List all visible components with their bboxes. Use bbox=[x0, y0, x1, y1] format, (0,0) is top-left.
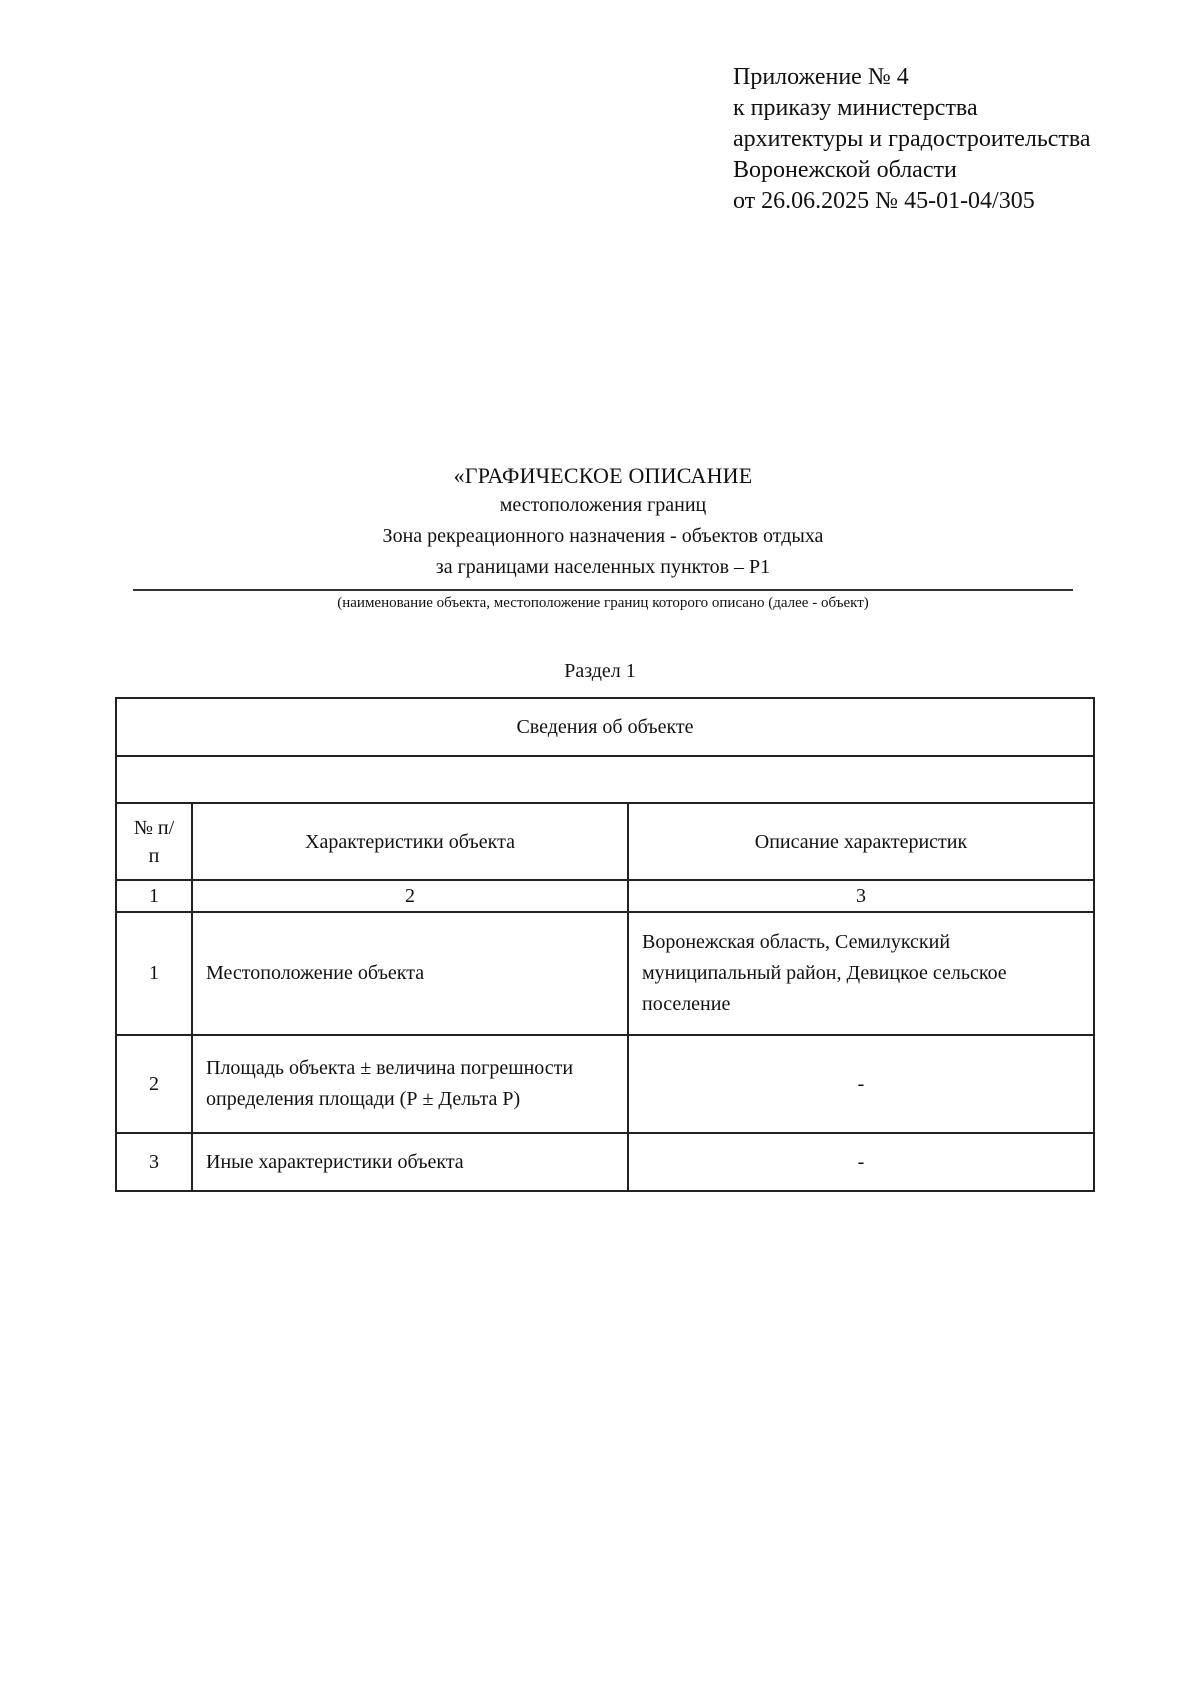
appendix-header bbox=[733, 62, 1091, 217]
header-num: № п/п bbox=[116, 803, 192, 880]
appendix-line: Воронежской области bbox=[733, 157, 957, 183]
document-title: «ГРАФИЧЕСКОЕ ОПИСАНИЕ bbox=[453, 463, 753, 488]
empty-cell bbox=[116, 756, 1094, 803]
row-characteristic: Иные характеристики объекта bbox=[192, 1133, 628, 1191]
object-name-line: за границами населенных пунктов – Р1 bbox=[435, 556, 771, 578]
row-description: - bbox=[628, 1133, 1094, 1191]
row-description: - bbox=[628, 1035, 1094, 1133]
row-num: 1 bbox=[116, 912, 192, 1035]
row-num: 2 bbox=[116, 1035, 192, 1133]
column-number: 1 bbox=[116, 880, 192, 912]
row-characteristic: Местоположение объекта bbox=[192, 912, 628, 1035]
row-characteristic: Площадь объекта ± величина погрешности определения площади (Р ± Дельта Р) bbox=[192, 1035, 628, 1133]
object-info-table bbox=[115, 697, 1095, 1192]
table-header-row bbox=[116, 803, 1094, 880]
appendix-line: от 26.06.2025 № 45-01-04/305 bbox=[733, 188, 1035, 214]
column-number: 3 bbox=[628, 880, 1094, 912]
table-row bbox=[116, 1035, 1094, 1133]
document-title-block bbox=[133, 462, 1073, 613]
table-row bbox=[116, 1133, 1094, 1191]
appendix-line: Приложение № 4 bbox=[733, 64, 909, 90]
row-num: 3 bbox=[116, 1133, 192, 1191]
column-number-row bbox=[116, 880, 1094, 912]
table-title: Сведения об объекте bbox=[116, 698, 1094, 756]
section-label: Раздел 1 bbox=[564, 660, 636, 682]
appendix-line: архитектуры и градостроительства bbox=[733, 126, 1091, 152]
header-characteristic: Характеристики объекта bbox=[192, 803, 628, 880]
object-name-line: Зона рекреационного назначения - объектов отдыха bbox=[382, 525, 824, 547]
table-row bbox=[116, 912, 1094, 1035]
appendix-line: к приказу министерства bbox=[733, 95, 978, 121]
table-empty-row bbox=[116, 756, 1094, 803]
table-title-row bbox=[116, 698, 1094, 756]
object-caption: (наименование объекта, местоположение границ которого описано (далее - объект) bbox=[337, 595, 869, 611]
header-description: Описание характеристик bbox=[628, 803, 1094, 880]
title-subline: местоположения границ bbox=[499, 494, 707, 516]
row-description: Воронежская область, Семилукский муниципальный район, Девицкое сельское поселение bbox=[628, 912, 1094, 1035]
title-divider bbox=[133, 589, 1073, 591]
column-number: 2 bbox=[192, 880, 628, 912]
